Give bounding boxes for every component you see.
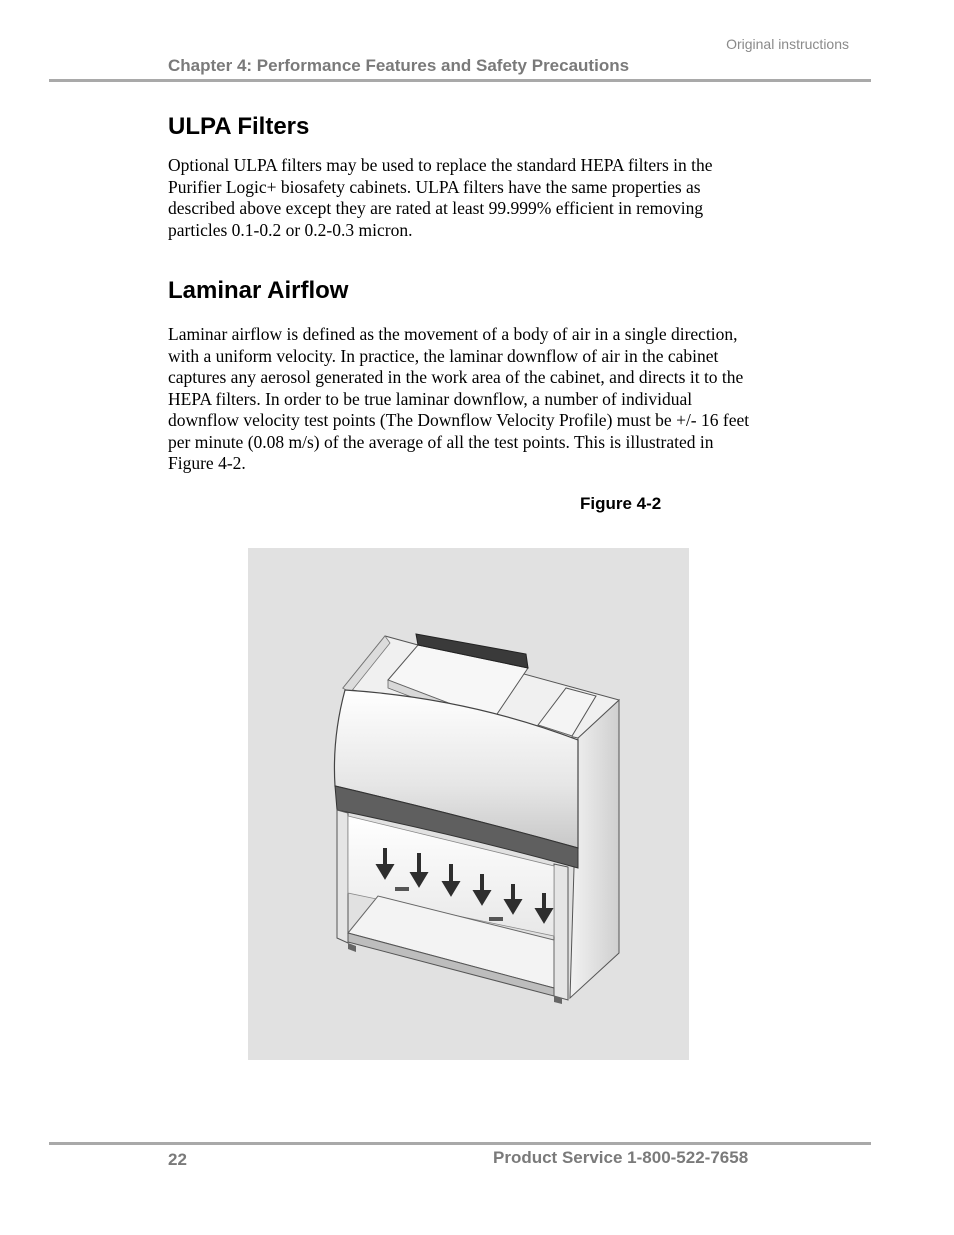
section-body-ulpa-filters: Optional ULPA filters may be used to replace the standard HEPA filters in the Purifier Logic+ biosafety cabinets. ULPA filters have the same properties as described above except they are rated at least 99.999% efficient in removing particles 0.1-0.2 or 0.2-0.3 micron. — [168, 155, 713, 240]
section-body-laminar-airflow: Laminar airflow is defined as the movement of a body of air in a single direction, with a uniform velocity. In practice, the laminar downflow of air in the cabinet captures any aerosol generated in the work area of the cabinet, and directs it to the HEPA filters. In order to be true laminar downflow, a number of individual downflow velocity test points (The Downflow Velocity Profile) must be +/- 16 feet per minute (0.08 m/s) of the average of all the test points. This is illustrated in Figure 4-2. — [168, 324, 750, 473]
original-instructions-note: Original instructions — [726, 36, 849, 52]
section-heading-ulpa-filters: ULPA Filters — [168, 113, 310, 140]
page-number: 22 — [168, 1150, 187, 1169]
biosafety-cabinet-figure — [248, 548, 689, 1060]
header-rule — [49, 79, 871, 82]
product-service-line: Product Service 1-800-522-7658 — [493, 1148, 749, 1167]
cabinet-illustration-icon — [248, 548, 689, 1060]
figure-caption: Figure 4-2 — [580, 494, 662, 513]
section-heading-laminar-airflow: Laminar Airflow — [168, 277, 349, 304]
footer-rule — [49, 1142, 871, 1145]
chapter-header: Chapter 4: Performance Features and Safety Precautions — [168, 56, 630, 75]
